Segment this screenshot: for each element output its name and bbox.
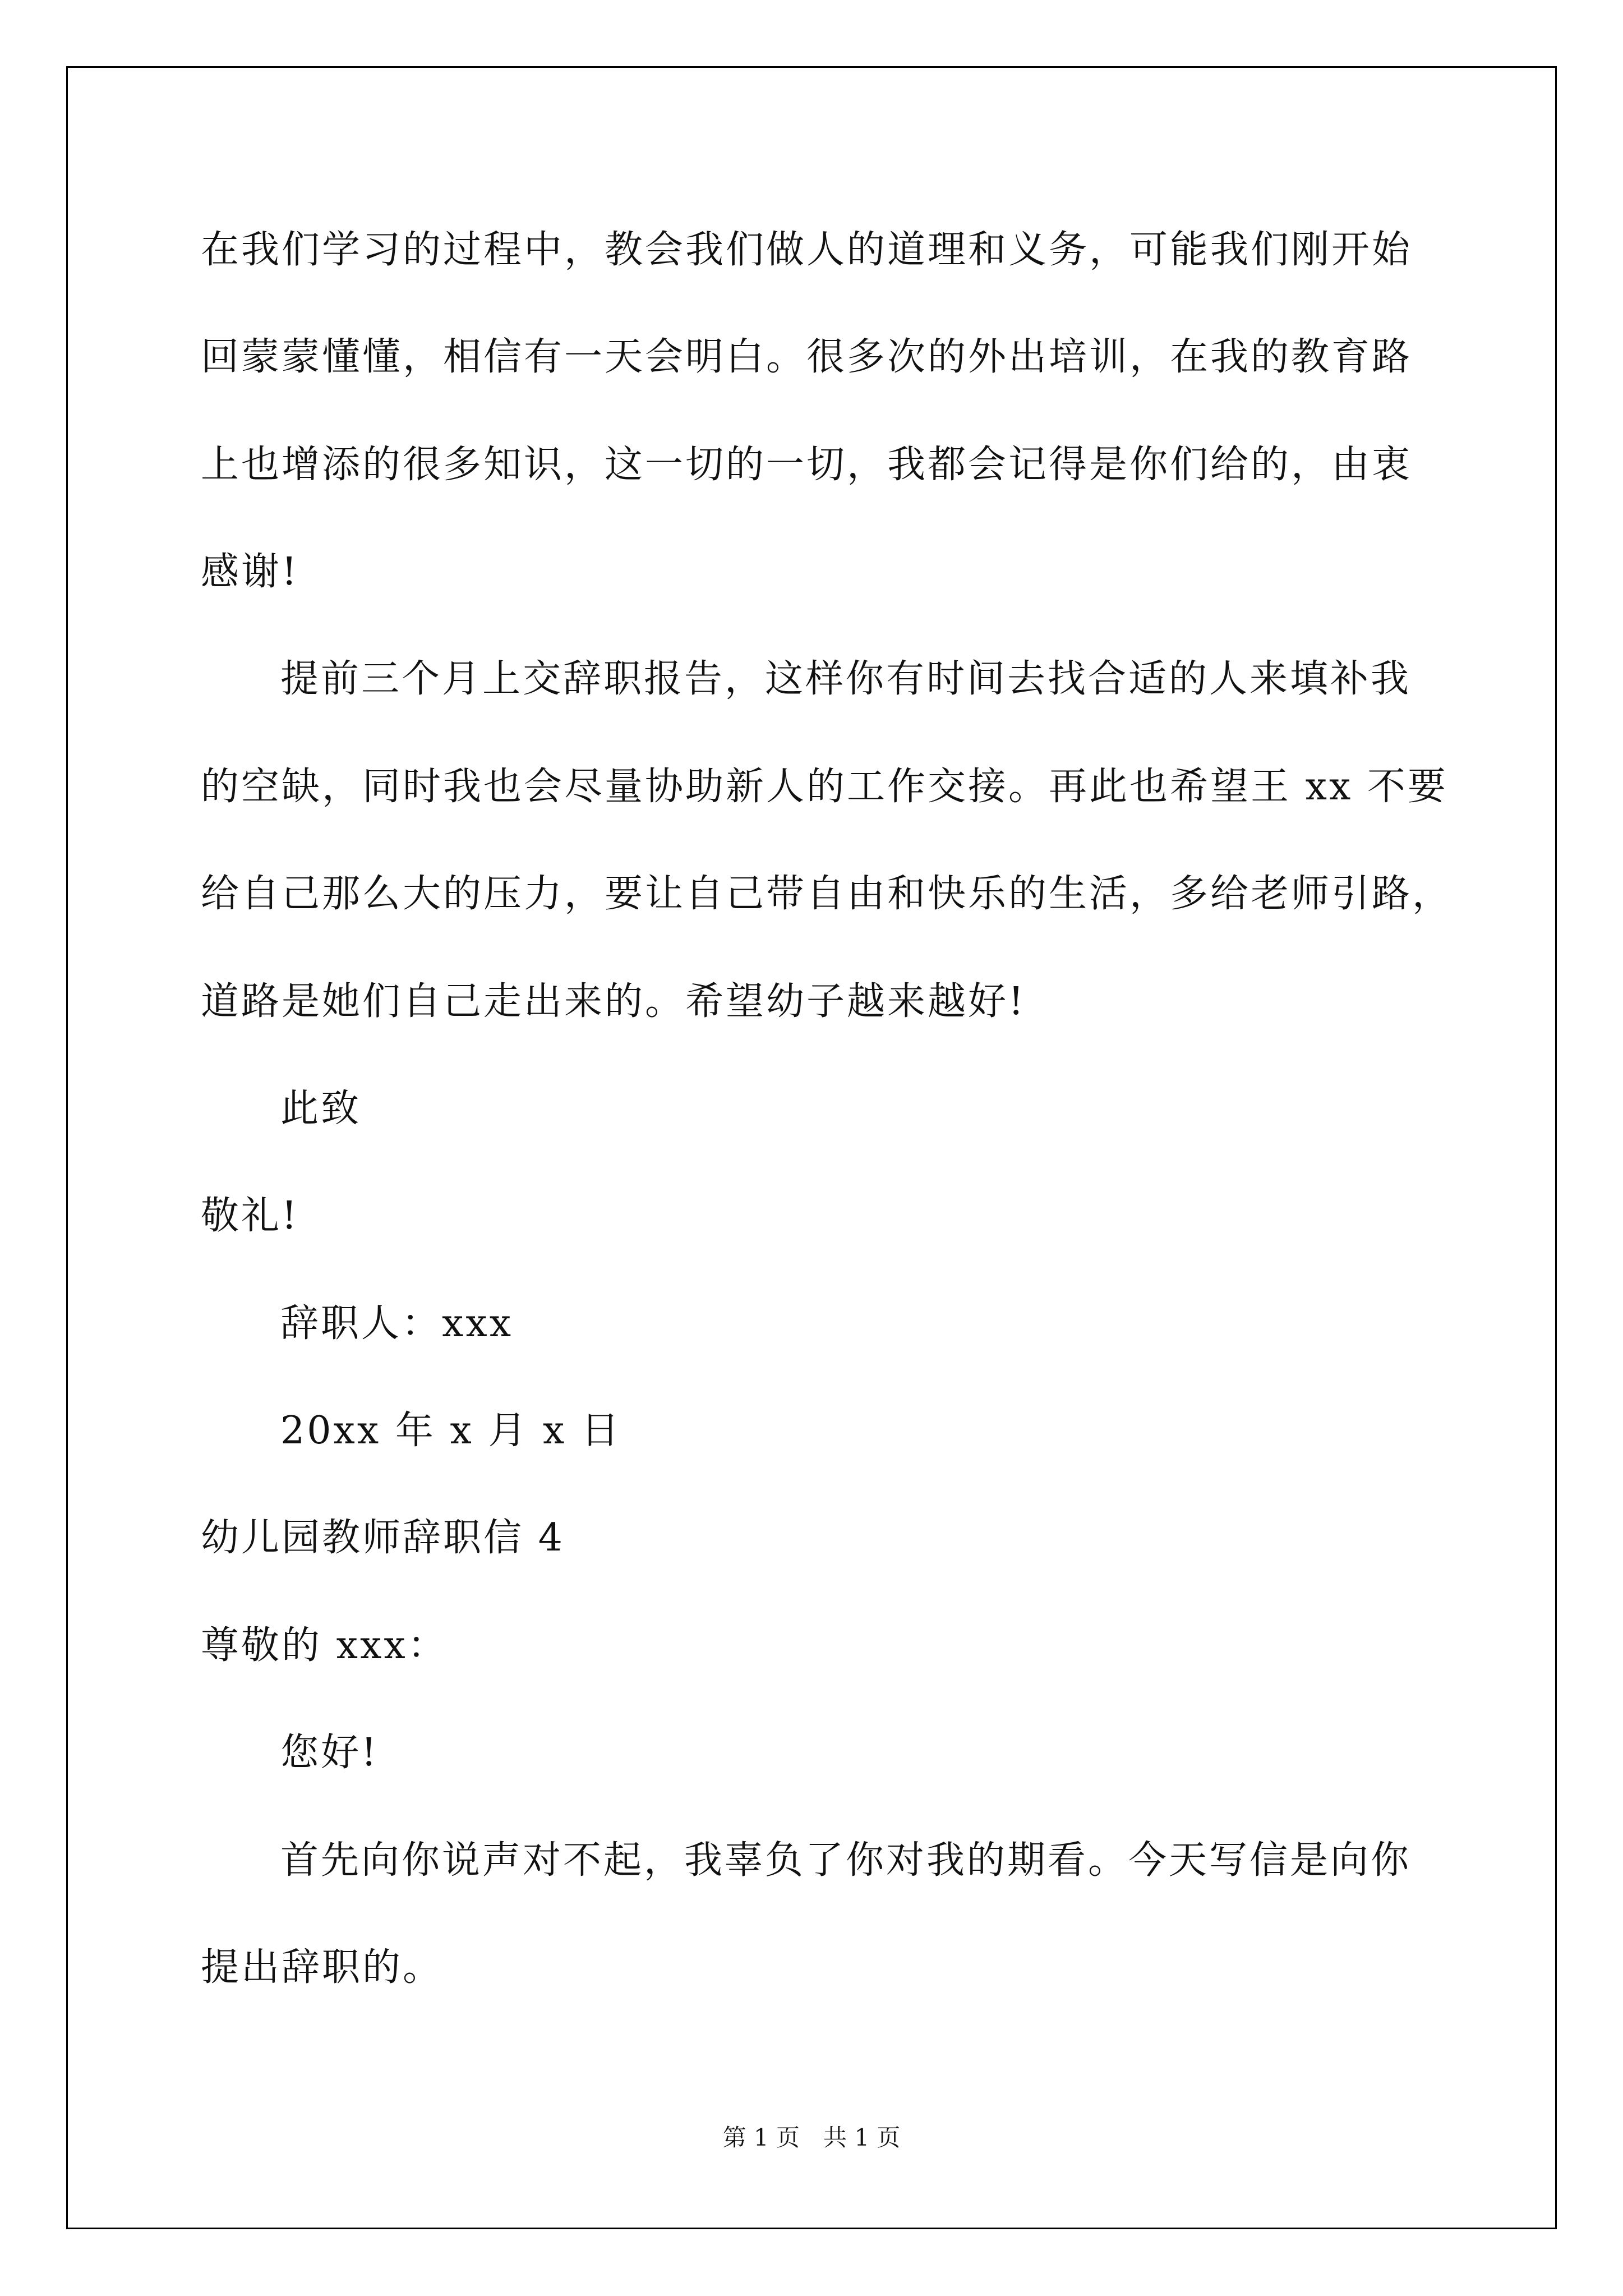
letter-salutation: 尊敬的 xxx： bbox=[201, 1623, 448, 1668]
text-line: 给自己那么大的压力，要让自己带自由和快乐的生活，多给老师引路， bbox=[201, 872, 1453, 916]
signature-date: 20xx 年 x 月 x 日 bbox=[280, 1409, 622, 1453]
page-footer: 第 1 页 共 1 页 bbox=[722, 2124, 901, 2151]
text-line: 感谢! bbox=[201, 550, 299, 594]
text-line: 在我们学习的过程中，教会我们做人的道理和义务，可能我们刚开始 bbox=[201, 228, 1413, 272]
signature-name: 辞职人：xxx bbox=[280, 1301, 514, 1346]
page-border bbox=[66, 66, 1557, 2229]
section-title: 幼儿园教师辞职信 4 bbox=[201, 1516, 565, 1560]
closing-regards: 敬礼! bbox=[201, 1194, 299, 1238]
greeting: 您好! bbox=[280, 1731, 379, 1775]
text-line: 回蒙蒙懂懂，相信有一天会明白。很多次的外出培训，在我的教育路 bbox=[201, 335, 1413, 379]
text-line: 道路是她们自己走出来的。希望幼子越来越好! bbox=[201, 979, 1026, 1024]
text-line: 提出辞职的。 bbox=[201, 1945, 444, 1990]
text-line: 的空缺，同时我也会尽量协助新人的工作交接。再此也希望王 xx 不要 bbox=[201, 765, 1448, 809]
closing-salutation: 此致 bbox=[280, 1087, 362, 1131]
text-line: 上也增添的很多知识，这一切的一切，我都会记得是你们给的，由衷 bbox=[201, 443, 1413, 487]
text-line: 提前三个月上交辞职报告，这样你有时间去找合适的人来填补我 bbox=[280, 657, 1412, 701]
text-line: 首先向你说声对不起，我辜负了你对我的期看。今天写信是向你 bbox=[280, 1838, 1412, 1883]
